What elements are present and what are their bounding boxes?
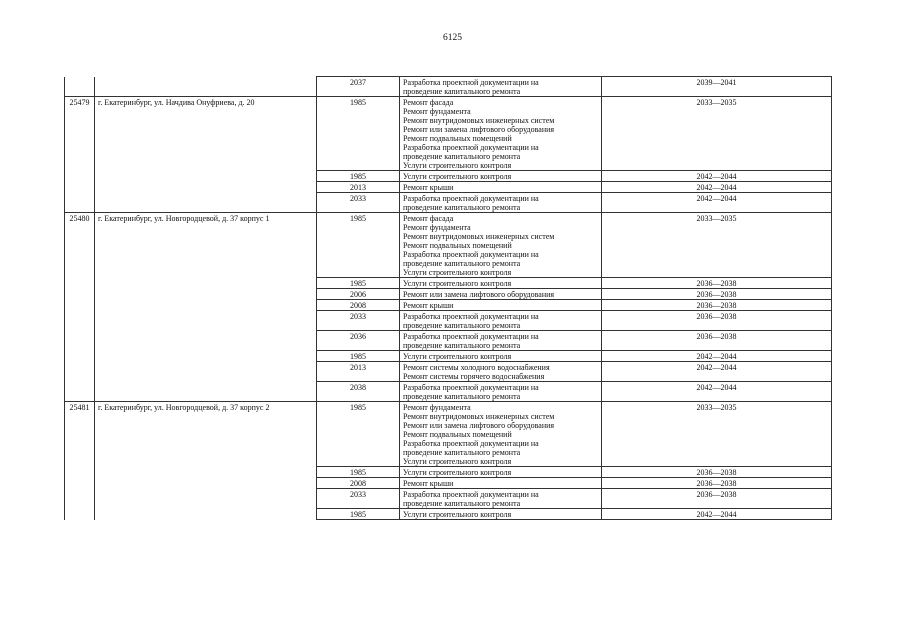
year-cell: 1985 bbox=[317, 278, 400, 289]
work-type-line: Ремонт или замена лифтового оборудования bbox=[403, 421, 555, 430]
work-type-line: Разработка проектной документации на bbox=[403, 439, 539, 448]
work-type-cell bbox=[400, 171, 602, 182]
work-type-line: Услуги строительного контроля bbox=[403, 279, 512, 288]
building-address-cell: г. Екатеринбург, ул. Новгородцевой, д. 37 корпус 2 bbox=[95, 402, 317, 520]
work-type-line: Ремонт внутридомовых инженерных систем bbox=[403, 232, 555, 241]
year-cell: 2037 bbox=[317, 77, 400, 97]
work-type-line: Ремонт внутридомовых инженерных систем bbox=[403, 116, 555, 125]
work-type-line: Разработка проектной документации на bbox=[403, 490, 539, 499]
year-cell: 1985 bbox=[317, 213, 400, 278]
work-type-cell bbox=[400, 213, 602, 278]
work-type-line: проведение капитального ремонта bbox=[403, 321, 521, 330]
building-address-cell: г. Екатеринбург, ул. Начдива Онуфриева, д. 20 bbox=[95, 97, 317, 213]
year-cell: 2013 bbox=[317, 362, 400, 382]
work-type-line: Услуги строительного контроля bbox=[403, 510, 512, 519]
work-type-line: Ремонт фасада bbox=[403, 98, 454, 107]
work-type-line: Ремонт фундамента bbox=[403, 223, 471, 232]
table-row bbox=[65, 77, 832, 97]
work-type-cell bbox=[400, 311, 602, 331]
work-type-line: Услуги строительного контроля bbox=[403, 457, 512, 466]
period-cell: 2033—2035 bbox=[602, 213, 832, 278]
work-type-line: Разработка проектной документации на bbox=[403, 312, 539, 321]
period-cell: 2042—2044 bbox=[602, 182, 832, 193]
work-type-line: проведение капитального ремонта bbox=[403, 87, 521, 96]
period-cell: 2039—2041 bbox=[602, 77, 832, 97]
year-cell: 2013 bbox=[317, 182, 400, 193]
building-id-cell: 25480 bbox=[65, 213, 95, 402]
work-type-cell bbox=[400, 289, 602, 300]
work-type-line: Ремонт системы горячего водоснабжения bbox=[403, 372, 545, 381]
work-type-line: проведение капитального ремонта bbox=[403, 152, 521, 161]
work-type-line: Ремонт крыши bbox=[403, 183, 454, 192]
period-cell: 2036—2038 bbox=[602, 478, 832, 489]
period-cell: 2042—2044 bbox=[602, 351, 832, 362]
work-type-cell bbox=[400, 478, 602, 489]
building-address-cell: г. Екатеринбург, ул. Новгородцевой, д. 37 корпус 1 bbox=[95, 213, 317, 402]
year-cell: 2033 bbox=[317, 311, 400, 331]
work-type-line: Ремонт внутридомовых инженерных систем bbox=[403, 412, 555, 421]
year-cell: 2033 bbox=[317, 489, 400, 509]
year-cell: 1985 bbox=[317, 467, 400, 478]
work-type-line: Ремонт фундамента bbox=[403, 403, 471, 412]
year-cell: 2036 bbox=[317, 331, 400, 351]
period-cell: 2042—2044 bbox=[602, 171, 832, 182]
work-type-line: Ремонт подвальных помещений bbox=[403, 430, 512, 439]
period-cell: 2036—2038 bbox=[602, 331, 832, 351]
work-type-cell bbox=[400, 467, 602, 478]
work-type-line: Услуги строительного контроля bbox=[403, 161, 512, 170]
year-cell: 1985 bbox=[317, 402, 400, 467]
year-cell: 2008 bbox=[317, 478, 400, 489]
work-type-cell bbox=[400, 402, 602, 467]
work-type-line: проведение капитального ремонта bbox=[403, 392, 521, 401]
year-cell: 2006 bbox=[317, 289, 400, 300]
year-cell: 1985 bbox=[317, 171, 400, 182]
repair-schedule-table bbox=[64, 76, 832, 520]
period-cell: 2033—2035 bbox=[602, 402, 832, 467]
work-type-cell bbox=[400, 278, 602, 289]
table-row bbox=[65, 402, 832, 467]
work-type-cell bbox=[400, 182, 602, 193]
work-type-cell bbox=[400, 351, 602, 362]
work-type-cell bbox=[400, 362, 602, 382]
page-number: 6125 bbox=[443, 33, 462, 43]
year-cell: 1985 bbox=[317, 97, 400, 171]
period-cell: 2042—2044 bbox=[602, 509, 832, 520]
year-cell: 1985 bbox=[317, 509, 400, 520]
work-type-line: проведение капитального ремонта bbox=[403, 341, 521, 350]
building-address-cell bbox=[95, 77, 317, 97]
work-type-cell bbox=[400, 331, 602, 351]
work-type-line: Разработка проектной документации на bbox=[403, 332, 539, 341]
period-cell: 2036—2038 bbox=[602, 300, 832, 311]
table-row bbox=[65, 97, 832, 171]
work-type-cell bbox=[400, 193, 602, 213]
work-type-line: Услуги строительного контроля bbox=[403, 468, 512, 477]
work-type-line: проведение капитального ремонта bbox=[403, 448, 521, 457]
period-cell: 2036—2038 bbox=[602, 278, 832, 289]
work-type-line: Разработка проектной документации на bbox=[403, 78, 539, 87]
work-type-line: Разработка проектной документации на bbox=[403, 194, 539, 203]
work-type-cell bbox=[400, 77, 602, 97]
work-type-line: проведение капитального ремонта bbox=[403, 499, 521, 508]
building-id-cell bbox=[65, 77, 95, 97]
period-cell: 2036—2038 bbox=[602, 489, 832, 509]
work-type-line: Ремонт или замена лифтового оборудования bbox=[403, 290, 555, 299]
work-type-line: Ремонт фасада bbox=[403, 214, 454, 223]
building-id-cell: 25479 bbox=[65, 97, 95, 213]
work-type-line: Ремонт подвальных помещений bbox=[403, 134, 512, 143]
year-cell: 2038 bbox=[317, 382, 400, 402]
work-type-line: Услуги строительного контроля bbox=[403, 268, 512, 277]
repair-schedule-body bbox=[65, 77, 832, 520]
year-cell: 2008 bbox=[317, 300, 400, 311]
work-type-line: Ремонт крыши bbox=[403, 301, 454, 310]
work-type-line: Ремонт или замена лифтового оборудования bbox=[403, 125, 555, 134]
period-cell: 2042—2044 bbox=[602, 382, 832, 402]
work-type-line: Услуги строительного контроля bbox=[403, 352, 512, 361]
work-type-line: Разработка проектной документации на bbox=[403, 143, 539, 152]
work-type-line: Услуги строительного контроля bbox=[403, 172, 512, 181]
period-cell: 2036—2038 bbox=[602, 289, 832, 300]
work-type-line: Разработка проектной документации на bbox=[403, 383, 539, 392]
period-cell: 2042—2044 bbox=[602, 362, 832, 382]
work-type-line: Ремонт фундамента bbox=[403, 107, 471, 116]
period-cell: 2033—2035 bbox=[602, 97, 832, 171]
period-cell: 2036—2038 bbox=[602, 311, 832, 331]
period-cell: 2036—2038 bbox=[602, 467, 832, 478]
year-cell: 1985 bbox=[317, 351, 400, 362]
work-type-line: Ремонт подвальных помещений bbox=[403, 241, 512, 250]
work-type-line: Ремонт крыши bbox=[403, 479, 454, 488]
work-type-cell bbox=[400, 382, 602, 402]
work-type-cell bbox=[400, 509, 602, 520]
year-cell: 2033 bbox=[317, 193, 400, 213]
work-type-cell bbox=[400, 97, 602, 171]
work-type-line: Разработка проектной документации на bbox=[403, 250, 539, 259]
work-type-line: проведение капитального ремонта bbox=[403, 259, 521, 268]
work-type-cell bbox=[400, 300, 602, 311]
work-type-line: проведение капитального ремонта bbox=[403, 203, 521, 212]
work-type-cell bbox=[400, 489, 602, 509]
period-cell: 2042—2044 bbox=[602, 193, 832, 213]
building-id-cell: 25481 bbox=[65, 402, 95, 520]
work-type-line: Ремонт системы холодного водоснабжения bbox=[403, 363, 550, 372]
table-row bbox=[65, 213, 832, 278]
